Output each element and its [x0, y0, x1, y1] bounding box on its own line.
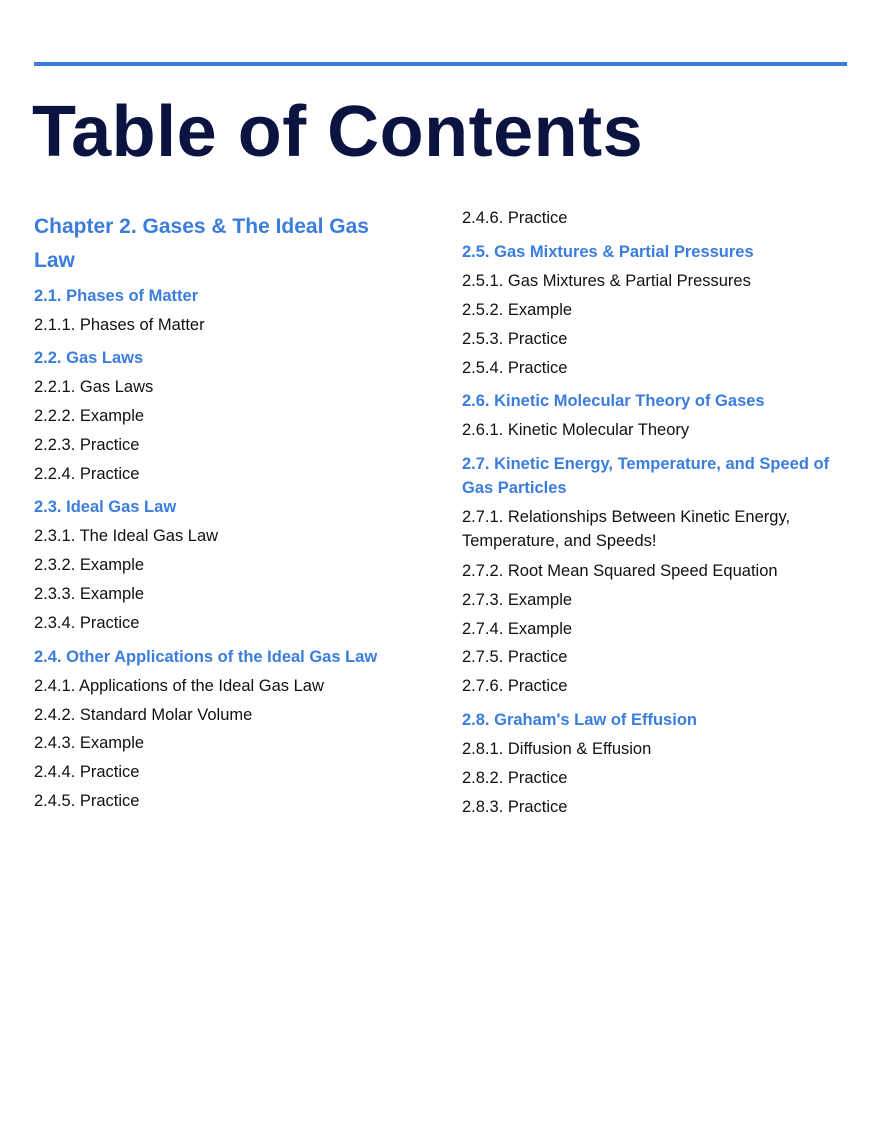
toc-entry[interactable]: 2.4.4. Practice — [34, 763, 140, 781]
toc-section-heading[interactable]: 2.7. Kinetic Energy, Temperature, and Speed of Gas Particles — [462, 455, 830, 497]
toc-section-heading[interactable]: 2.1. Phases of Matter — [34, 287, 199, 305]
toc-section-heading[interactable]: 2.6. Kinetic Molecular Theory of Gases — [462, 392, 765, 410]
toc-entry[interactable]: 2.3.2. Example — [34, 556, 145, 574]
toc-entry[interactable]: 2.7.5. Practice — [462, 648, 568, 666]
toc-entry[interactable]: 2.7.6. Practice — [462, 677, 568, 695]
toc-entry[interactable]: 2.4.5. Practice — [34, 792, 140, 810]
toc-entry[interactable]: 2.2.2. Example — [34, 407, 145, 425]
toc-entry[interactable]: 2.4.6. Practice — [462, 209, 568, 227]
toc-entry[interactable]: 2.3.4. Practice — [34, 614, 140, 632]
toc-entry[interactable]: 2.5.3. Practice — [462, 330, 568, 348]
toc-entry[interactable]: 2.1.1. Phases of Matter — [34, 316, 205, 334]
toc-chapter-heading[interactable]: Chapter 2. Gases & The Ideal Gas Law — [34, 215, 369, 272]
toc-entry[interactable]: 2.8.3. Practice — [462, 798, 568, 816]
toc-entry[interactable]: 2.5.4. Practice — [462, 359, 568, 377]
toc-entry[interactable]: 2.4.3. Example — [34, 734, 145, 752]
toc-section-heading[interactable]: 2.5. Gas Mixtures & Partial Pressures — [462, 243, 754, 261]
toc-entry[interactable]: 2.7.4. Example — [462, 620, 573, 638]
toc-entry[interactable]: 2.3.3. Example — [34, 585, 145, 603]
toc-entry[interactable]: 2.6.1. Kinetic Molecular Theory — [462, 421, 690, 439]
toc-section-heading[interactable]: 2.4. Other Applications of the Ideal Gas Law — [34, 648, 378, 666]
toc-entry[interactable]: 2.8.1. Diffusion & Effusion — [462, 740, 652, 758]
toc-entry[interactable]: 2.7.1. Relationships Between Kinetic Energy, Temperature, and Speeds! — [462, 508, 791, 550]
toc-entry[interactable]: 2.3.1. The Ideal Gas Law — [34, 527, 219, 545]
toc-entry[interactable]: 2.2.1. Gas Laws — [34, 378, 154, 396]
toc-entry[interactable]: 2.5.1. Gas Mixtures & Partial Pressures — [462, 272, 751, 290]
toc-entry[interactable]: 2.2.4. Practice — [34, 465, 140, 483]
toc-entry[interactable]: 2.4.2. Standard Molar Volume — [34, 706, 253, 724]
toc-entry[interactable]: 2.7.2. Root Mean Squared Speed Equation — [462, 562, 778, 580]
toc-section-heading[interactable]: 2.2. Gas Laws — [34, 349, 144, 367]
title-rule — [34, 62, 847, 66]
toc-entry[interactable]: 2.7.3. Example — [462, 591, 573, 609]
toc-entry[interactable]: 2.4.1. Applications of the Ideal Gas Law — [34, 677, 324, 695]
toc-entry[interactable]: 2.5.2. Example — [462, 301, 573, 319]
toc-entry[interactable]: 2.8.2. Practice — [462, 769, 568, 787]
toc-entry[interactable]: 2.2.3. Practice — [34, 436, 140, 454]
page-title: Table of Contents — [32, 92, 644, 172]
toc-section-heading[interactable]: 2.3. Ideal Gas Law — [34, 498, 177, 516]
toc-section-heading[interactable]: 2.8. Graham's Law of Effusion — [462, 711, 697, 729]
